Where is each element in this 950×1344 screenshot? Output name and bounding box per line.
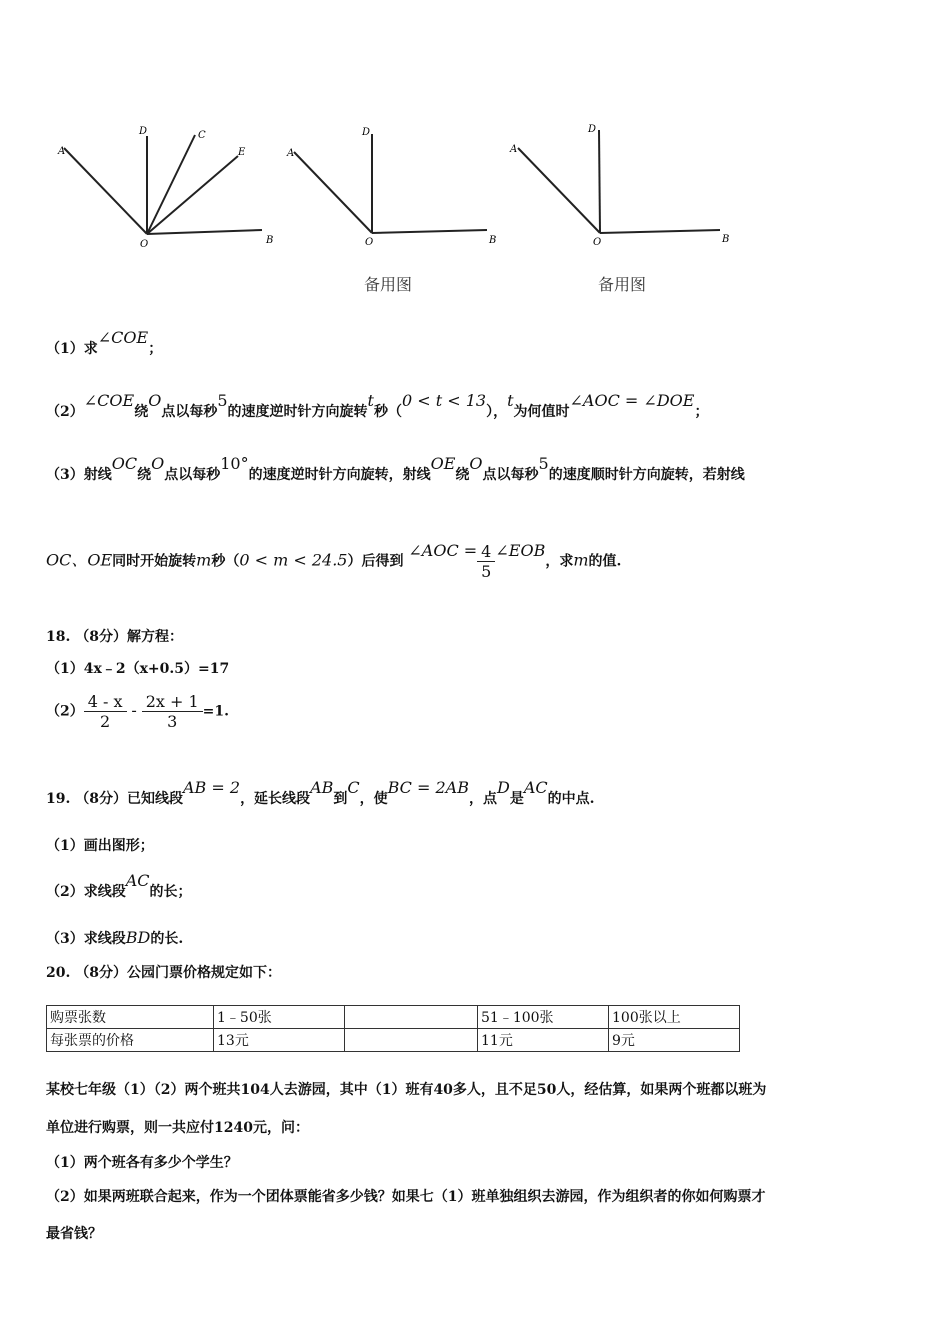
q17-p3b-den: 5 xyxy=(481,562,492,581)
q19-t4: ，使 xyxy=(359,791,388,807)
q17-p3b-m: m xyxy=(196,550,212,570)
q17-p3-o: O xyxy=(151,454,165,473)
fig1-label-d: D xyxy=(139,126,148,137)
q18-p2-n2: 2x + 1 xyxy=(142,692,203,712)
q17-p3-oe: OE xyxy=(430,454,456,473)
q20-title: 20. （8分）公园门票价格规定如下： xyxy=(46,965,281,981)
figures xyxy=(0,110,950,330)
q18-title: 18. （8分）解方程： xyxy=(46,629,183,645)
q17-p2-range: 0 < t < 13 xyxy=(401,391,487,410)
q17-p2-t: t xyxy=(367,391,374,410)
fig2-label-b: B xyxy=(489,235,497,246)
q17-p3-oc: OC xyxy=(111,454,138,473)
fig2-label-a: A xyxy=(287,148,295,159)
fig1-label-c: C xyxy=(198,130,206,141)
q17-p2-t6: 为何值时 xyxy=(513,404,570,420)
table-cell xyxy=(345,1029,478,1052)
q19-p3-prefix: （3）求线段 xyxy=(46,931,126,947)
table-cell: 100张以上 xyxy=(609,1006,740,1029)
fig2-label-o: O xyxy=(365,237,374,248)
q17-p2-t3: 的速度逆时针方向旋转 xyxy=(227,404,368,420)
q19-t6: 是 xyxy=(509,791,524,807)
q17-p3b-range: 0 < m < 24.5 xyxy=(239,550,348,570)
fig1-label-a: A xyxy=(58,146,66,157)
q18-p2-d2: 3 xyxy=(167,712,178,731)
q19-t5: ，点 xyxy=(469,791,497,807)
q17-p3-prefix: （3）射线 xyxy=(46,467,112,483)
ticket-price-table xyxy=(46,1005,740,1052)
q17-part2 xyxy=(46,391,709,421)
q19-p2-prefix: （2）求线段 xyxy=(46,884,126,900)
table-cell: 51﹣100张 xyxy=(478,1006,609,1029)
fig1-label-e: E xyxy=(238,147,246,158)
q17-part1 xyxy=(46,328,163,358)
q19-ab: AB xyxy=(310,778,334,797)
q20-part2a: （2）如果两班联合起来，作为一个团体票能省多少钱？如果七（1）班单独组织去游园，作为组织者的你如何购票才 xyxy=(46,1189,766,1205)
fig1-label-b: B xyxy=(266,235,274,246)
q17-p3b-m2: m xyxy=(573,550,589,570)
q17-p3b-t3: ）后得到 xyxy=(347,553,404,570)
q19-p2-suffix: 的长； xyxy=(149,884,192,900)
q19-p3-bd: BD xyxy=(125,928,151,947)
q19-p2-ac: AC xyxy=(125,871,150,890)
q17-p1-angle: ∠COE xyxy=(97,328,149,347)
q17-p3-t4: 绕 xyxy=(455,467,470,483)
fig3-label-o: O xyxy=(593,237,602,248)
q18-p2-d1: 2 xyxy=(100,712,111,731)
q17-p2-t4: 秒（ xyxy=(373,404,402,420)
q17-p3b-fraction xyxy=(477,542,495,581)
q17-part3 xyxy=(46,454,745,484)
table-row xyxy=(47,1006,740,1029)
q18-p2-minus: - xyxy=(131,700,137,720)
q18-p2-n1: 4 - x xyxy=(84,692,127,712)
table-cell: 13元 xyxy=(214,1029,345,1052)
q19-part3 xyxy=(46,928,183,948)
table-cell: 11元 xyxy=(478,1029,609,1052)
q17-p2-prefix: （2） xyxy=(46,404,84,420)
q17-p3-t2: 点以每秒 xyxy=(164,467,221,483)
q17-p3-o2: O xyxy=(469,454,483,473)
q17-p2-t2: 点以每秒 xyxy=(161,404,218,420)
q17-p3-t3: 的速度逆时针方向旋转，射线 xyxy=(248,467,431,483)
q19-d: D xyxy=(497,778,510,797)
q17-p3-t6: 的速度顺时针方向旋转，若射线 xyxy=(548,467,745,483)
fig2-label-d: D xyxy=(362,127,371,138)
q18-p2-prefix: （2） xyxy=(46,703,84,720)
q17-p3b-t5: 的值. xyxy=(588,553,622,570)
q18-part1: （1）4x﹣2（x+0.5）=17 xyxy=(46,661,230,677)
q17-p1-prefix: （1）求 xyxy=(46,341,98,357)
table-row xyxy=(47,1029,740,1052)
figure-2 xyxy=(294,134,487,233)
q19-c: C xyxy=(347,778,360,797)
q17-p3b-t4: ，求 xyxy=(545,553,574,570)
q20-body2: 单位进行购票，则一共应付1240元，问： xyxy=(46,1120,309,1136)
q17-p3-t5: 点以每秒 xyxy=(482,467,539,483)
q19-t3: 到 xyxy=(333,791,348,807)
q17-part3-cont xyxy=(46,542,621,581)
q17-p3b-rhs: ∠EOB xyxy=(495,540,546,560)
fig3-label-b: B xyxy=(722,234,730,245)
q17-p3b-lhs: ∠AOC = xyxy=(408,540,478,560)
q17-p2-angle: ∠COE xyxy=(83,391,135,410)
q17-p2-t5: ）， xyxy=(486,404,508,420)
table-cell: 购票张数 xyxy=(47,1006,214,1029)
q19-eq2: BC = 2AB xyxy=(387,778,469,797)
fig3-caption: 备用图 xyxy=(598,275,647,294)
q17-p3b-num: 4 xyxy=(477,542,495,562)
q18-p2-suffix: =1. xyxy=(202,703,230,720)
q19-part1: （1）画出图形； xyxy=(46,838,154,854)
q20-part2b: 最省钱？ xyxy=(46,1226,102,1242)
q18-p2-frac2 xyxy=(142,692,203,731)
q17-p3-five: 5 xyxy=(538,454,549,473)
table-cell: 1﹣50张 xyxy=(214,1006,345,1029)
q17-p3b-t2: 秒（ xyxy=(211,553,240,570)
q17-p3-t1: 绕 xyxy=(137,467,152,483)
q17-p3b-t1: 同时开始旋转 xyxy=(112,553,197,570)
q17-p2-t1: 绕 xyxy=(134,404,149,420)
table-cell: 9元 xyxy=(609,1029,740,1052)
q17-p2-eq: ∠AOC = ∠DOE xyxy=(569,391,695,410)
table-cell: 每张票的价格 xyxy=(47,1029,214,1052)
angle-figures-svg xyxy=(0,110,950,330)
figure-3 xyxy=(518,130,720,233)
q19-p3-suffix: 的长. xyxy=(150,931,184,947)
q18-part2 xyxy=(46,692,229,731)
fig1-label-o: O xyxy=(140,239,149,250)
q17-p3-ten: 10° xyxy=(220,454,249,473)
fig3-label-d: D xyxy=(588,124,597,135)
fig3-label-a: A xyxy=(510,144,518,155)
q19-t2: ，延长线段 xyxy=(240,791,311,807)
q20-body1: 某校七年级（1）（2）两个班共104人去游园，其中（1）班有40多人，且不足50人，经估算，如果两个班都以班为 xyxy=(46,1082,767,1098)
q17-p2-t7: ； xyxy=(694,404,709,420)
q19-part2 xyxy=(46,871,192,901)
q17-p2-t-var: t xyxy=(507,391,514,410)
q17-p3b-rays: OC、OE xyxy=(46,550,113,570)
q19-t7: 的中点. xyxy=(547,791,595,807)
q17-p1-suffix: ； xyxy=(148,341,163,357)
q19-t1: 19. （8分）已知线段 xyxy=(46,791,183,807)
figure-1 xyxy=(64,135,262,234)
q19-eq1: AB = 2 xyxy=(182,778,241,797)
table-cell xyxy=(345,1006,478,1029)
q20-part1: （1）两个班各有多少个学生？ xyxy=(46,1155,238,1171)
q19-title xyxy=(46,778,595,808)
q17-p2-o: O xyxy=(148,391,162,410)
fig2-caption: 备用图 xyxy=(364,275,413,294)
q19-ac: AC xyxy=(523,778,548,797)
q17-p2-five: 5 xyxy=(217,391,228,410)
q18-p2-frac1 xyxy=(84,692,127,731)
